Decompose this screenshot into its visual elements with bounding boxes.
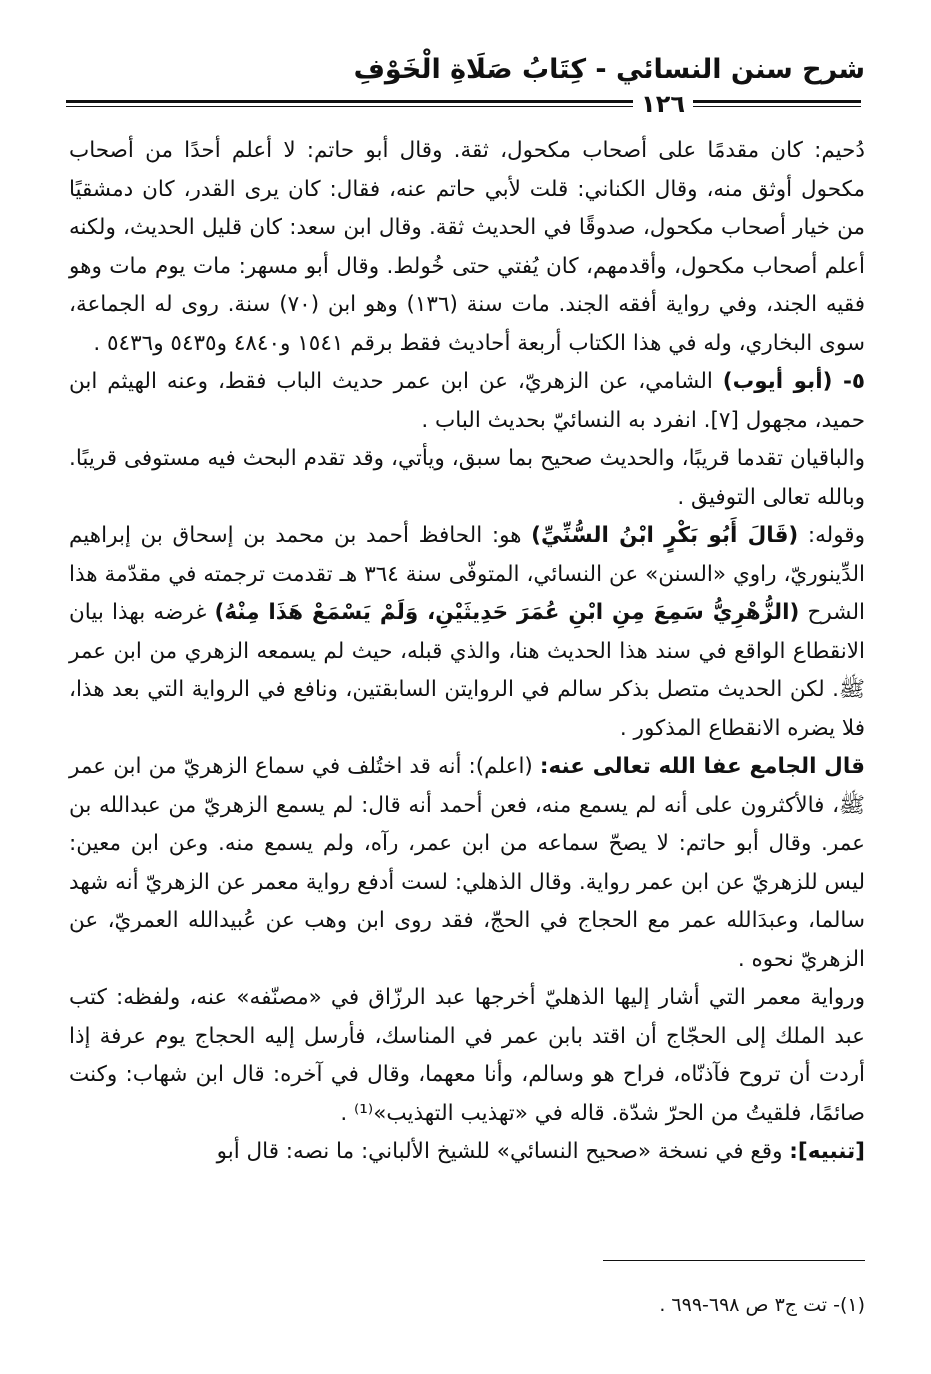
paragraph (69, 363, 865, 440)
quoted-matn: (الزُّهْرِيُّ سَمِعَ مِنِ ابْنِ عُمَرَ حَدِيثَيْنِ، وَلَمْ يَسْمَعْ هَذَا مِنْهُ) (214, 600, 800, 625)
page-number: ١٢٦ (633, 90, 693, 118)
section-lead: قال الجامع عفا الله تعالى عنه: (539, 754, 865, 779)
text-segment: وقوله: (798, 523, 865, 548)
paragraph (69, 1133, 865, 1172)
paragraph (69, 517, 865, 748)
text-segment: ورواية معمر التي أشار إليها الذهليّ أخرجها عبد الرزّاق في «مصنّفه» عنه، ولفظه: كتب عبد الملك إلى الحجّاج أن اقتد بابن عمر في المناسك، فأرسل إليه الحجاج يوم عرفة إذا أردت أن تروح فآذنّاه، فراح هو وسالم، وأنا معهما، وقال في آخره: قال ابن شهاب: وكنت صائمًا، فلقيتُ من الحرّ شدّة. قاله في «تهذيب التهذيب»⁽¹⁾ . (69, 985, 865, 1126)
text-segment: والباقيان تقدما قريبًا، والحديث صحيح بما سبق، ويأتي، وقد تقدم البحث فيه مستوفى قريبًا. وبالله تعالى التوفيق . (69, 446, 865, 510)
footnote-divider (603, 1260, 865, 1261)
footnote: (١)- تت ج٣ ص ٦٩٨-٦٩٩ . (659, 1294, 865, 1316)
header-rule (66, 90, 861, 120)
paragraph (69, 748, 865, 979)
text-segment: دُحيم: كان مقدمًا على أصحاب مكحول، ثقة. وقال أبو حاتم: لا أعلم أحدًا من أصحاب مكحول أوثق منه، وقال الكناني: قلت لأبي حاتم عنه، فقال: كان يرى القدر، كان دمشقيًا من خيار أصحاب مكحول، صدوقًا في الحديث ثقة. وقال ابن سعد: كان قليل الحديث، ولكنه أعلم أصحاب مكحول، وأقدمهم، كان يُفتي حتى خُولط. وقال أبو مسهر: مات يوم مات وهو فقيه الجند، وفي رواية أفقه الجند. مات سنة (١٣٦) وهو ابن (٧٠) سنة. روى له الجماعة، سوى البخاري، وله في هذا الكتاب أربعة أحاديث فقط برقم ١٥٤١ و٤٨٤٠ و٥٤٣٥ و٥٤٣٦ . (69, 138, 865, 356)
double-rule-line (66, 100, 861, 107)
text-segment: هو: الحافظ أحمد بن محمد بن إسحاق بن إبراهيم الدِّينوريّ، راوي «السنن» عن النسائي، المتوفّى سنة ٣٦٤ هـ تقدمت ترجمته في مقدّمة هذا الشرح (69, 523, 866, 625)
paragraph (69, 979, 865, 1133)
note-lead: [تنبيه]: (789, 1139, 865, 1164)
running-title: شرح سنن النسائي - كِتَابُ صَلَاةِ الْخَوْفِ (353, 54, 865, 85)
text-segment: (اعلم): أنه قد اختُلف في سماع الزهريّ من ابن عمر ﷺ، فالأكثرون على أنه لم يسمع منه، فعن أحمد أنه قال: لم يسمع الزهريّ من عبدالله بن عمر. وقال أبو حاتم: لا يصحّ سماعه من ابن عمر، رآه، ولم يسمع منه. وعن ابن معين: ليس للزهريّ عن ابن عمر رواية. وقال الذهلي: لست أدفع رواية معمر عن الزهريّ أنه شهد سالما، وعبدَالله عمر مع الحجاج في الحجّ، فقد روى ابن وهب عن عُبيدالله العمريّ، عن الزهريّ نحوه . (69, 754, 865, 972)
text-segment: وقع في نسخة «صحيح النسائي» للشيخ الألباني: ما نصه: قال أبو (216, 1139, 790, 1164)
narrator-name: ٥- (أبو أيوب) (722, 369, 865, 394)
main-text (69, 132, 865, 1172)
quoted-matn: (قَالَ أَبُو بَكْرٍ ابْنُ السُّنِّيِّ) (531, 523, 799, 548)
text-segment: الشامي، عن الزهريّ، عن ابن عمر حديث الباب فقط، وعنه الهيثم ابن حميد، مجهول [٧]. انفرد به النسائيّ بحديث الباب . (69, 369, 865, 433)
text-segment: غرضه بهذا بيان الانقطاع الواقع في سند هذا الحديث هنا، والذي قبله، حيث لم يسمعه الزهري من ابن عمر ﷺ. لكن الحديث متصل بذكر سالم في الروايتن السابقتين، ونافع في الرواية التي بعد هذا، فلا يضره الانقطاع المذكور . (69, 600, 865, 741)
paragraph (69, 132, 865, 363)
paragraph (69, 440, 865, 517)
